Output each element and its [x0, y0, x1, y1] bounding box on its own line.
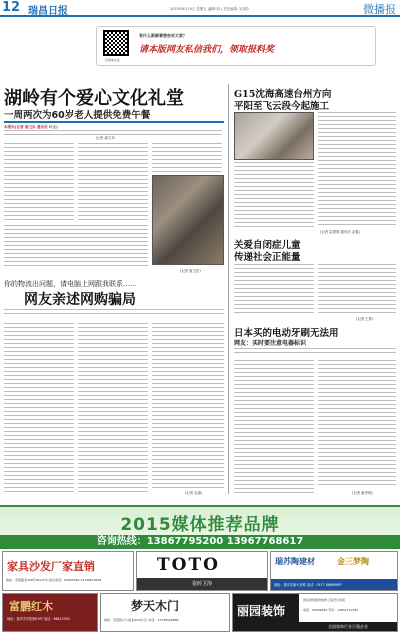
ad-banner-phone: 咨询热线：13867795200 13967768617	[0, 535, 400, 549]
ad-toto	[136, 551, 268, 591]
ad-redwood-title: 富鹏红木	[9, 600, 53, 613]
story2-col2	[318, 112, 396, 228]
story2-credit: (记者 葛建国 通讯员 金黎)	[320, 230, 360, 234]
story5-col1	[4, 323, 74, 495]
wechat-promo-box	[96, 26, 376, 66]
ad-redwood	[2, 593, 98, 632]
story1-col3	[152, 143, 222, 173]
story5-lead	[4, 309, 224, 317]
story4-col2	[318, 360, 396, 488]
story4-title: 日本买的电动牙刷无法用	[234, 328, 339, 339]
story4-col1	[234, 360, 314, 495]
newspaper-name: 瑞昌日报	[28, 6, 68, 17]
story1-col1	[4, 143, 74, 223]
story5-col3	[152, 323, 224, 488]
ad-decoration-sub: 电话：65682682 手机：13857711585	[303, 608, 359, 612]
ad-tiles-brand2: 金三梦陶	[337, 557, 369, 566]
ad-furniture-title: 家具沙发厂家直销	[7, 560, 95, 573]
section-title: 微播报	[363, 3, 396, 16]
qr-code-icon	[103, 30, 129, 56]
ad-decoration-title: 丽园装饰	[237, 604, 286, 618]
page-number: 12	[2, 0, 21, 15]
ad-furniture-sub: 地址：安阳路北208号(Pos中华书店)电话：82663569 13758818895	[6, 578, 102, 582]
story5-kicker: 你的物流出问题，请电脑上网跟我联系……	[4, 280, 137, 288]
story3-title: 关爱自闭症儿童	[234, 240, 301, 251]
story4-lead	[234, 348, 396, 354]
story5-col2	[78, 323, 148, 495]
story2-photo	[234, 112, 314, 160]
ad-tiles-brand1: 瑞苏陶建材	[275, 557, 315, 566]
story4-credit: (记者 夏伊珉)	[352, 491, 373, 495]
story3-title2: 传递社会正能量	[234, 252, 301, 263]
story3-credit: (记者 王栋)	[356, 317, 374, 321]
wechat-line2: 请本版网友私信我们，领取报料奖	[139, 45, 275, 55]
story2-title: G15沈海高速台州方向	[234, 89, 332, 100]
ad-toto-logo: TOTO	[157, 555, 220, 575]
ad-doors-sub: 地址：安阳新兴大道北(Pos中百) 电话：13738528888	[104, 618, 179, 622]
ad-doors-title: 梦天木门	[131, 599, 180, 613]
story5-credit: (记者 吴嘉)	[185, 491, 203, 495]
story1-credit: (记者 唐卫东)	[180, 269, 201, 273]
ad-decoration	[232, 593, 398, 632]
story1-source-tag: 记者 唐卫东	[96, 136, 116, 140]
ad-decoration-tag: 全国装饰行业百强企业	[299, 622, 397, 632]
wechat-line1: 有什么新鲜事想告诉大家？	[139, 33, 187, 38]
issue-meta: 2015年6月19日 星期五 |编辑:刘 | 责任编辑: 吴美彩	[170, 7, 250, 11]
ad-toto-sub: 瓷砖卫浴	[137, 578, 267, 591]
story1-title: 湖岭有个爱心文化礼堂	[4, 88, 184, 109]
ad-redwood-sub: 地址：瑞安市安阳街29号 电话：66813355	[7, 617, 70, 621]
story2-title2: 平阳至飞云段今起施工	[234, 101, 330, 112]
ad-tiles-sub: 地址：瑞安市新兴北路 电话：0577-66669997	[271, 579, 397, 591]
qr-caption: 扫码加关注	[105, 58, 121, 62]
story1-body	[4, 225, 148, 267]
ad-banner-title: 2015媒体推荐品牌	[120, 515, 280, 535]
story5-title: 网友亲述网购骗局	[24, 292, 136, 308]
story1-col2	[78, 143, 148, 223]
story1-byline: 本报讯(记者 唐卫东 通讯员 叶文)	[4, 125, 58, 129]
story1-rule	[4, 121, 224, 123]
story3-col2	[318, 264, 396, 314]
story2-col1	[234, 162, 314, 228]
ad-doors	[100, 593, 230, 632]
ad-furniture	[2, 551, 134, 591]
story1-subtitle: 一周两次为60岁老人提供免费午餐	[4, 110, 151, 121]
story4-subtitle: 网友：买时要注意电器标识	[234, 340, 307, 347]
story3-col1	[234, 264, 314, 314]
column-divider	[228, 84, 229, 494]
story1-photo	[152, 175, 224, 265]
ad-tiles	[270, 551, 398, 591]
ad-decoration-sub2: 国家建筑装饰装修工程设计资质	[303, 598, 346, 602]
